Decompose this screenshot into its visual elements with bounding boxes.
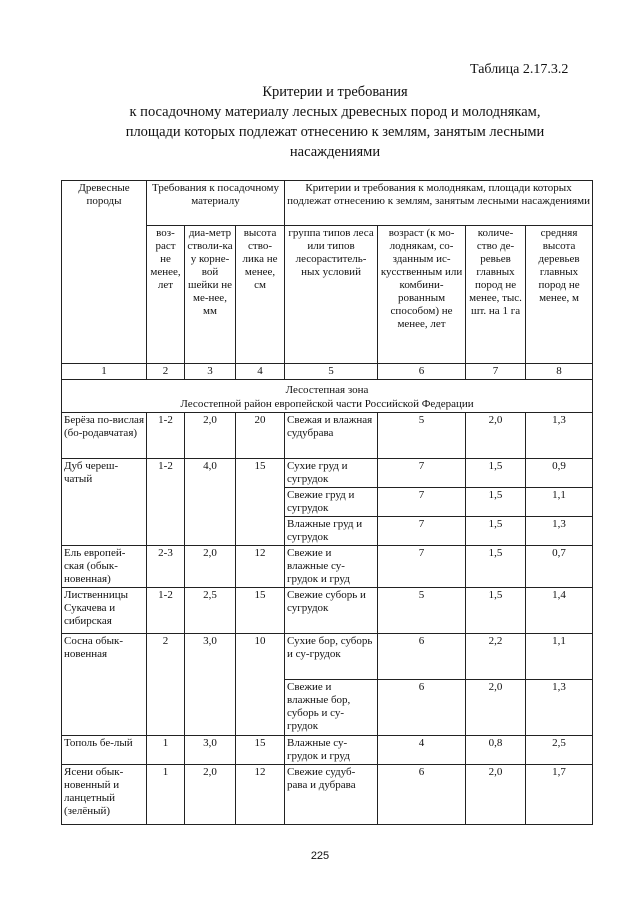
young-age-cell: 6	[378, 680, 466, 736]
avg-height-cell: 1,7	[526, 765, 593, 825]
avg-height-cell: 1,3	[526, 680, 593, 736]
column-number: 7	[466, 364, 526, 380]
age-cell: 2	[147, 634, 185, 736]
forest-type-cell: Свежие и влажные бор, суборь и су-грудок	[285, 680, 378, 736]
forest-type-cell: Свежая и влажная судубрава	[285, 413, 378, 459]
species-cell: Сосна обык-новенная	[62, 634, 147, 736]
forest-type-cell: Сухие груд и сугрудок	[285, 459, 378, 488]
page-number: 225	[310, 850, 330, 862]
column-number: 2	[147, 364, 185, 380]
tree-count-cell: 1,5	[466, 459, 526, 488]
header-forest-type: группа типов леса или типов лесораститель-ных условий	[285, 226, 378, 364]
height-cell: 12	[236, 765, 285, 825]
height-cell: 15	[236, 459, 285, 546]
forest-type-cell: Влажные груд и сугрудок	[285, 517, 378, 546]
young-age-cell: 7	[378, 459, 466, 488]
height-cell: 20	[236, 413, 285, 459]
young-age-cell: 7	[378, 517, 466, 546]
table-label: Таблица 2.17.3.2	[470, 62, 569, 77]
region-title: Лесостепной район европейской части Российской Федерации	[180, 398, 474, 410]
forest-type-cell: Свежие и влажные су-грудок и груд	[285, 546, 378, 588]
diameter-cell: 2,0	[185, 765, 236, 825]
avg-height-cell: 0,9	[526, 459, 593, 488]
diameter-cell: 2,0	[185, 546, 236, 588]
young-age-cell: 5	[378, 588, 466, 634]
heading-line: насаждениями	[289, 144, 381, 160]
avg-height-cell: 1,3	[526, 413, 593, 459]
age-cell: 1-2	[147, 588, 185, 634]
young-age-cell: 7	[378, 488, 466, 517]
criteria-table	[61, 180, 593, 825]
tree-count-cell: 2,0	[466, 680, 526, 736]
column-numbers-row	[62, 364, 593, 380]
header-count: количе-ство де-ревьев главных пород не менее, тыс. шт. на 1 га	[466, 226, 526, 364]
height-cell: 12	[236, 546, 285, 588]
diameter-cell: 2,5	[185, 588, 236, 634]
forest-type-cell: Свежие суборь и сугрудок	[285, 588, 378, 634]
header-age: воз-раст не менее, лет	[147, 226, 185, 364]
table-row	[62, 736, 593, 765]
column-number: 8	[526, 364, 593, 380]
heading-line: к посадочному материалу лесных древесных пород и молоднякам,	[129, 104, 541, 120]
species-cell: Ясени обык-новенный и ланцетный (зелёный)	[62, 765, 147, 825]
table-row	[62, 459, 593, 488]
diameter-cell: 3,0	[185, 736, 236, 765]
avg-height-cell: 2,5	[526, 736, 593, 765]
header-diameter: диа-метр стволи-ка у корне-вой шейки не ме-нее, мм	[185, 226, 236, 364]
zone-row	[62, 380, 593, 413]
height-cell: 15	[236, 736, 285, 765]
header-height: высота ство-лика не менее, см	[236, 226, 285, 364]
header-young-age: возраст (к мо-лоднякам, со-зданным ис-кусственным или комбини-рованным способом) не менее, лет	[378, 226, 466, 364]
avg-height-cell: 1,1	[526, 634, 593, 680]
species-cell: Берёза по-вислая (бо-родавчатая)	[62, 413, 147, 459]
age-cell: 2-3	[147, 546, 185, 588]
age-cell: 1	[147, 765, 185, 825]
species-cell: Тополь бе-лый	[62, 736, 147, 765]
header-row-top	[62, 181, 593, 226]
heading-line: Критерии и требования	[262, 84, 408, 100]
diameter-cell: 2,0	[185, 413, 236, 459]
heading-line: площади которых подлежат отнесению к землям, занятым лесными	[125, 124, 545, 140]
header-young-group: Критерии и требования к молоднякам, площади которых подлежат отнесению к землям, занятым лесными насаждениями	[285, 181, 593, 226]
tree-count-cell: 2,0	[466, 413, 526, 459]
column-number: 6	[378, 364, 466, 380]
forest-type-cell: Влажные су-грудок и груд	[285, 736, 378, 765]
avg-height-cell: 0,7	[526, 546, 593, 588]
species-cell: Ель европей-ская (обык-новенная)	[62, 546, 147, 588]
table-row	[62, 413, 593, 459]
table-row	[62, 634, 593, 680]
forest-type-cell: Свежие груд и сугрудок	[285, 488, 378, 517]
forest-type-cell: Сухие бор, суборь и су-грудок	[285, 634, 378, 680]
column-number: 5	[285, 364, 378, 380]
table-row	[62, 588, 593, 634]
header-species: Древесные породы	[62, 181, 147, 364]
young-age-cell: 5	[378, 413, 466, 459]
forest-type-cell: Свежие судуб-рава и дубрава	[285, 765, 378, 825]
diameter-cell: 4,0	[185, 459, 236, 546]
column-number: 1	[62, 364, 147, 380]
age-cell: 1	[147, 736, 185, 765]
young-age-cell: 6	[378, 634, 466, 680]
age-cell: 1-2	[147, 459, 185, 546]
header-avg-height: средняя высота деревьев главных пород не менее, м	[526, 226, 593, 364]
avg-height-cell: 1,3	[526, 517, 593, 546]
age-cell: 1-2	[147, 413, 185, 459]
tree-count-cell: 2,0	[466, 765, 526, 825]
species-cell: Лиственницы Сукачева и сибирская	[62, 588, 147, 634]
species-cell: Дуб череш-чатый	[62, 459, 147, 546]
tree-count-cell: 1,5	[466, 517, 526, 546]
avg-height-cell: 1,1	[526, 488, 593, 517]
tree-count-cell: 0,8	[466, 736, 526, 765]
young-age-cell: 7	[378, 546, 466, 588]
column-number: 3	[185, 364, 236, 380]
column-number: 4	[236, 364, 285, 380]
tree-count-cell: 1,5	[466, 488, 526, 517]
tree-count-cell: 1,5	[466, 588, 526, 634]
header-planting-group: Требования к посадочному материалу	[147, 181, 285, 226]
young-age-cell: 6	[378, 765, 466, 825]
height-cell: 15	[236, 588, 285, 634]
height-cell: 10	[236, 634, 285, 736]
diameter-cell: 3,0	[185, 634, 236, 736]
table-row	[62, 765, 593, 825]
tree-count-cell: 2,2	[466, 634, 526, 680]
young-age-cell: 4	[378, 736, 466, 765]
zone-title: Лесостепная зона	[285, 384, 369, 396]
table-heading	[95, 82, 575, 162]
tree-count-cell: 1,5	[466, 546, 526, 588]
table-row	[62, 546, 593, 588]
avg-height-cell: 1,4	[526, 588, 593, 634]
